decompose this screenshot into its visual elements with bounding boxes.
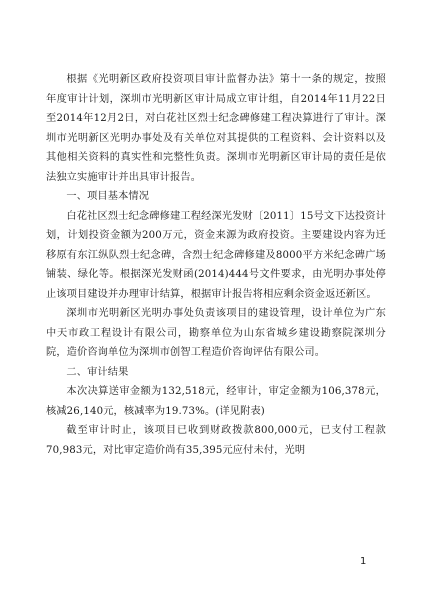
paragraph-funding-status: 截至审计时止，该项目已收到财政拨款800,000元，已支付工程款70,983元，对比审定造价尚有35,395元应付未付，光明 — [46, 425, 386, 456]
paragraph-project-management: 深圳市光明新区光明办事处负责该项目的建设管理，设计单位为广东中天市政工程设计有限公司，勘察单位为山东省城乡建设勘察院深圳分院，造价咨询单位为深圳市创智工程造价咨询评估有限公司。 — [46, 308, 386, 358]
paragraph-audit-amounts: 本次决算送审金额为132,518元，经审计，审定金额为106,378元，核减26,140元，核减率为19.73%。(详见附表) — [46, 386, 386, 417]
document-body — [46, 70, 386, 460]
section-heading-audit-results: 二、审计结果 — [66, 366, 129, 378]
paragraph-project-plan: 白花社区烈士纪念碑修建工程经深光发财〔2011〕15号文下达投资计划，计划投资金额为200万元，资金来源为政府投资。主要建设内容为迁移原有东江纵队烈士纪念碑，含烈士纪念碑修建及8000平方米纪念碑广场铺装、绿化等。根据深光发财函(2014)444号文件要求，由光明办事处停止该项目建设并办理审计结算，根据审计报告将相应剩余资金返还新区。 — [46, 210, 386, 300]
paragraph-intro: 根据《光明新区政府投资项目审计监督办法》第十一条的规定，按照年度审计计划，深圳市光明新区审计局成立审计组，自2014年11月22日至2014年12月2日，对白花社区烈士纪念碑修建工程决算进行了审计。深圳市光明新区光明办事处及有关单位对其提供的工程资料、会计资料以及其他相关资料的真实性和完整性负责。深圳市光明新区审计局的责任是依法独立实施审计并出具审计报告。 — [46, 74, 386, 183]
section-heading-project-overview: 一、项目基本情况 — [66, 191, 150, 202]
page-number: 1 — [360, 556, 367, 567]
